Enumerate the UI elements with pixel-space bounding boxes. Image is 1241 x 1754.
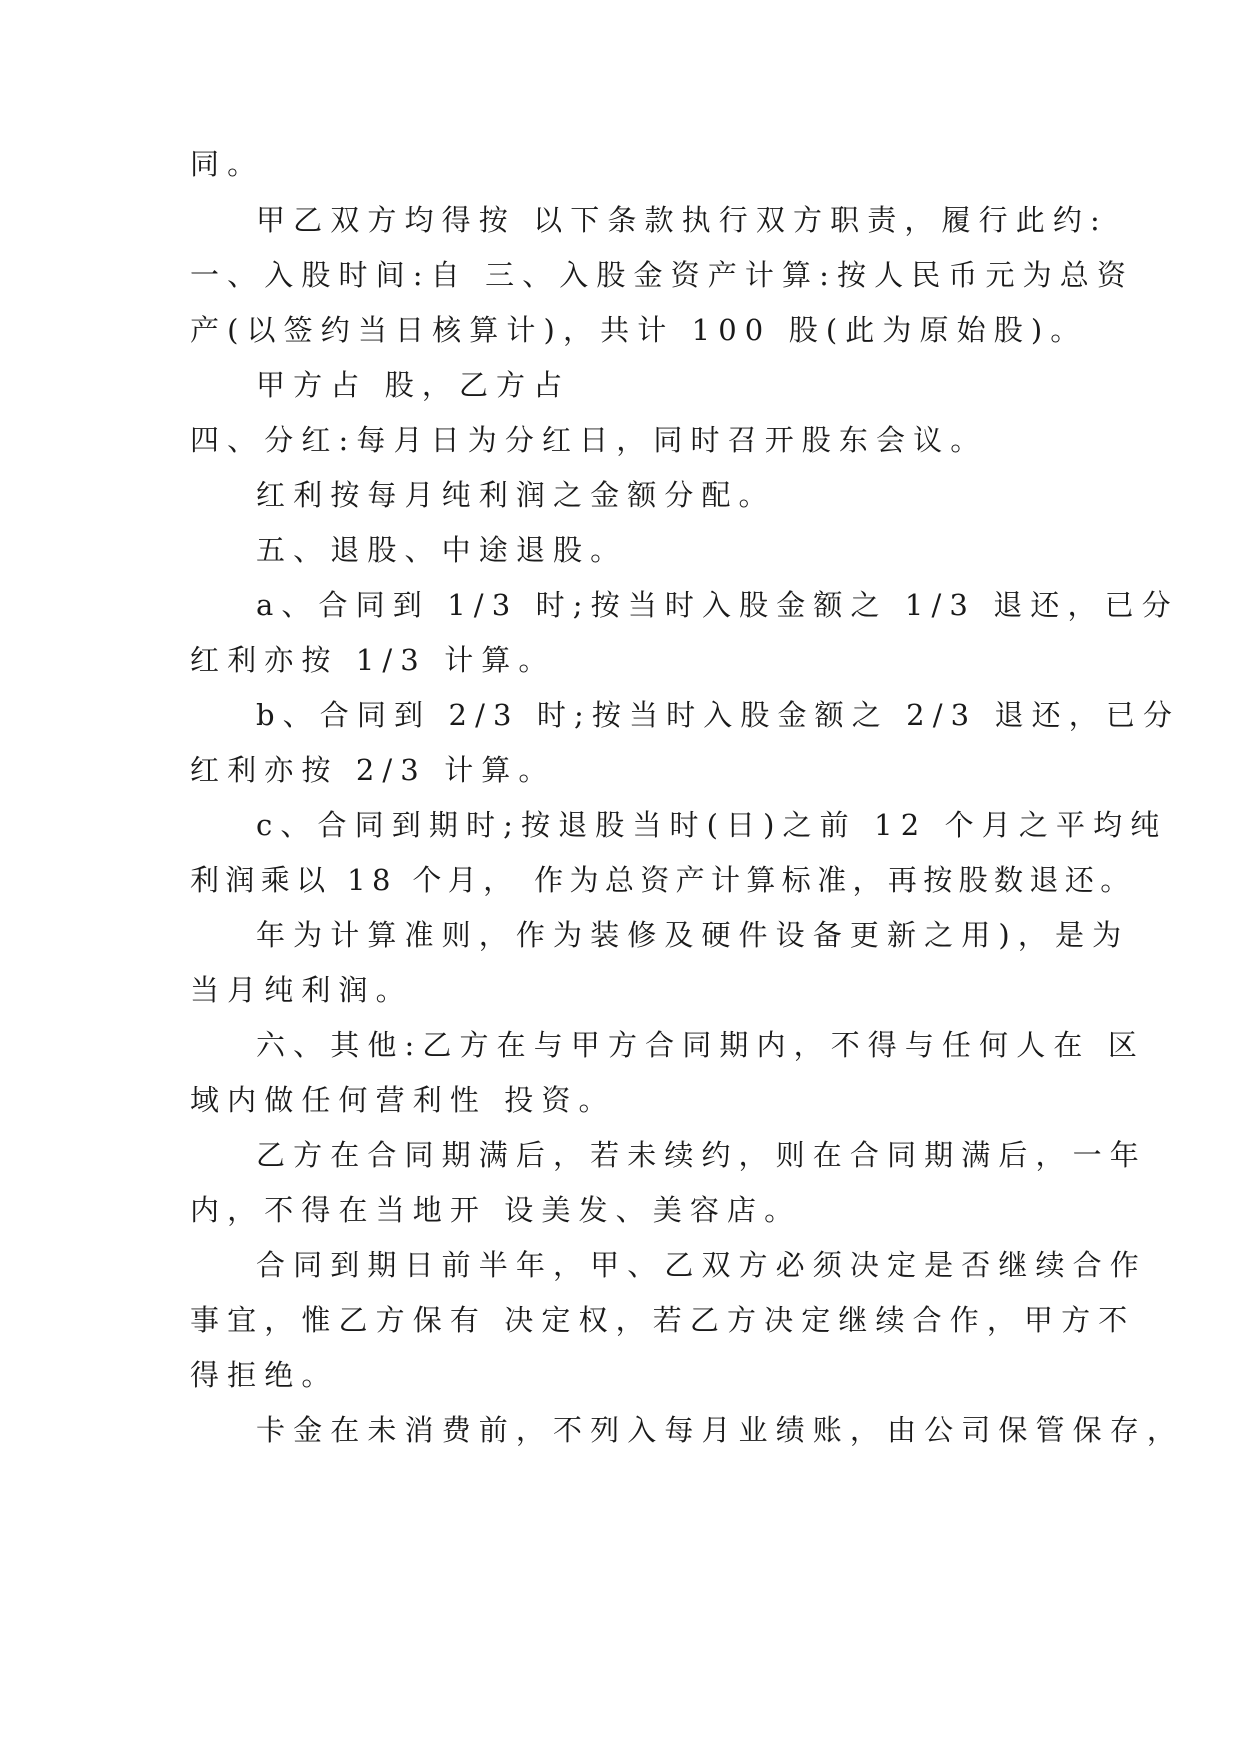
text-line: 得拒绝。 bbox=[190, 1358, 339, 1392]
text-line: 产(以签约当日核算计)，共计 100 股(此为原始股)。 bbox=[190, 313, 1088, 347]
text-line: 卡金在未消费前，不列入每月业绩账，由公司保管保存， bbox=[256, 1413, 1185, 1447]
text-line: 红利亦按 2/3 计算。 bbox=[190, 753, 556, 787]
text-line: 当月纯利润。 bbox=[190, 973, 413, 1007]
text-line: 红利亦按 1/3 计算。 bbox=[190, 643, 556, 677]
text-line: 甲乙双方均得按 以下条款执行双方职责，履行此约: bbox=[256, 203, 1108, 237]
text-line: 域内做任何营利性 投资。 bbox=[190, 1083, 616, 1117]
text-line: 红利按每月纯利润之金额分配。 bbox=[256, 478, 776, 512]
text-line: 利润乘以 18 个月， 作为总资产计算标准，再按股数退还。 bbox=[190, 863, 1136, 897]
text-line: 内，不得在当地开 设美发、美容店。 bbox=[190, 1193, 802, 1227]
text-line: 乙方在合同期满后，若未续约，则在合同期满后，一年 bbox=[256, 1138, 1147, 1172]
text-line: b、合同到 2/3 时;按当时入股金额之 2/3 退还，已分 bbox=[256, 698, 1181, 732]
text-line: 四、分红:每月日为分红日，同时召开股东会议。 bbox=[190, 423, 988, 457]
text-line: a、合同到 1/3 时;按当时入股金额之 1/3 退还，已分 bbox=[256, 588, 1179, 622]
text-line: 五、退股、中途退股。 bbox=[256, 533, 628, 567]
text-line: 年为计算准则，作为装修及硬件设备更新之用)，是为 bbox=[256, 918, 1130, 952]
text-line: 同。 bbox=[190, 147, 265, 181]
text-line: 六、其他:乙方在与甲方合同期内，不得与任何人在 区 bbox=[256, 1028, 1145, 1062]
text-line: 甲方占 股，乙方占 bbox=[256, 368, 571, 402]
text-line: 事宜，惟乙方保有 决定权，若乙方决定继续合作，甲方不 bbox=[190, 1303, 1136, 1337]
text-line: 合同到期日前半年，甲、乙双方必须决定是否继续合作 bbox=[256, 1248, 1147, 1282]
text-line: 一、入股时间:自 三、入股金资产计算:按人民币元为总资 bbox=[190, 258, 1135, 292]
text-line: c、合同到期时;按退股当时(日)之前 12 个月之平均纯 bbox=[256, 808, 1168, 842]
